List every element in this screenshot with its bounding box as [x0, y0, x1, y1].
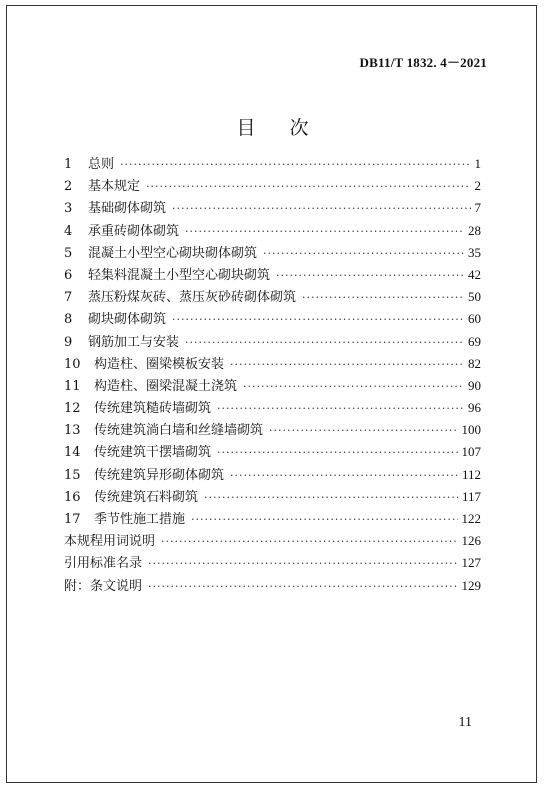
toc-entry-number: 4 [64, 223, 73, 239]
toc-entry-page: 117 [461, 488, 481, 504]
toc-entry[interactable] [64, 375, 481, 397]
toc-entry[interactable] [64, 175, 481, 197]
toc-entry-label: 传统建筑糙砖墙砌筑 [94, 401, 212, 417]
toc-leader-dots [172, 313, 464, 326]
toc-title: 目次 [236, 117, 343, 139]
toc-entry-page: 107 [461, 444, 481, 460]
toc-leader-dots [263, 247, 464, 260]
toc-entry-page: 127 [461, 555, 481, 571]
toc-entry-label: 总则 [88, 157, 115, 172]
toc-entry-number: 17 [64, 512, 81, 527]
toc-entry[interactable] [64, 486, 481, 508]
toc-entry-number: 12 [64, 401, 81, 417]
toc-entry[interactable] [64, 308, 481, 330]
toc-entry-number: 10 [64, 356, 81, 372]
toc-entry-number: 9 [64, 334, 73, 350]
toc-entry-label: 轻集料混凝土小型空心砌块砌筑 [88, 267, 271, 283]
toc-entry-label: 传统建筑石料砌筑 [94, 489, 199, 505]
toc-entry-page: 50 [468, 289, 481, 305]
toc-entry[interactable] [64, 331, 481, 353]
toc-leader-dots [269, 424, 457, 437]
toc-entry-page: 35 [468, 244, 481, 260]
toc-leader-dots [191, 513, 457, 526]
toc-entry-label: 季节性施工措施 [94, 512, 186, 527]
toc-entry-page: 96 [468, 400, 481, 416]
toc-entry-number: 14 [64, 445, 81, 461]
toc-leader-dots [230, 358, 464, 371]
toc-entry-label: 钢筋加工与安装 [88, 334, 180, 350]
toc-entry-label: 承重砖砌体砌筑 [88, 223, 180, 239]
toc-entry-number: 1 [64, 157, 73, 172]
toc-leader-dots [161, 535, 457, 548]
toc-entry-page: 2 [474, 178, 481, 194]
toc-entry-label: 构造柱、圈梁模板安装 [94, 356, 225, 372]
toc-entry[interactable] [64, 530, 481, 552]
toc-entry-page: 69 [468, 333, 481, 349]
toc-entry-label: 构造柱、圈梁混凝土浇筑 [94, 378, 238, 394]
toc-leader-dots [172, 202, 470, 215]
toc-leader-dots [217, 446, 457, 459]
toc-entry-number: 11 [64, 378, 81, 394]
toc-entry-page: 7 [474, 200, 481, 216]
toc-entry-page: 129 [461, 577, 481, 593]
toc-entry-number: 16 [64, 489, 81, 505]
toc-entry-label: 基础砌体砌筑 [88, 201, 167, 217]
toc-leader-dots [148, 580, 457, 593]
toc-leader-dots [185, 225, 464, 238]
toc-entry-number: 6 [64, 267, 73, 283]
toc-entry-label: 传统建筑淌白墙和丝缝墙砌筑 [94, 423, 264, 439]
toc-entry-label: 蒸压粉煤灰砖、蒸压灰砂砖砌体砌筑 [88, 290, 297, 306]
toc-leader-dots [217, 402, 464, 415]
toc-entry[interactable] [64, 286, 481, 308]
toc-entry[interactable] [64, 419, 481, 441]
toc-entry-number: 5 [64, 245, 73, 261]
toc-entry-label: 传统建筑干摆墙砌筑 [94, 445, 212, 461]
toc-entry-page: 82 [468, 355, 481, 371]
toc-entry-label: 传统建筑异形砌体砌筑 [94, 467, 225, 483]
toc-entry-label: 基本规定 [88, 179, 141, 195]
toc-entry-number: 8 [64, 312, 73, 328]
document-code: DB11/T 1832. 4－2021 [359, 55, 487, 70]
toc-entry-page: 60 [468, 311, 481, 327]
toc-entry-page: 28 [468, 222, 481, 238]
toc-entry-page: 126 [461, 533, 481, 549]
toc-leader-dots [243, 380, 464, 393]
toc-entry-page: 100 [461, 422, 481, 438]
toc-entry[interactable] [64, 397, 481, 419]
toc-leader-dots [230, 469, 458, 482]
page-number: 11 [458, 715, 472, 730]
toc-entry-page: 122 [461, 511, 481, 526]
toc-entry-number: 15 [64, 467, 81, 483]
toc-entry[interactable] [64, 153, 481, 175]
toc-leader-dots [204, 491, 458, 504]
toc-entry[interactable] [64, 242, 481, 264]
toc-entry-page: 112 [461, 466, 481, 482]
toc-entry-number: 2 [64, 179, 73, 195]
toc-entry-page: 90 [468, 377, 481, 393]
toc-leader-dots [276, 269, 464, 282]
toc-leader-dots [185, 336, 464, 349]
toc-entry[interactable] [64, 441, 481, 463]
toc-entry[interactable] [64, 353, 481, 375]
toc-leader-dots [302, 291, 464, 304]
toc-entry-label: 砌块砌体砌筑 [88, 312, 167, 328]
toc-entry[interactable] [64, 197, 481, 219]
toc-entry[interactable] [64, 264, 481, 286]
toc-leader-dots [120, 158, 470, 171]
toc-entry-label: 本规程用词说明 [64, 534, 156, 550]
toc-leader-dots [146, 180, 470, 193]
toc-entry-label: 混凝土小型空心砌块砌体砌筑 [88, 245, 258, 261]
toc-entry-page: 1 [474, 156, 481, 171]
toc-entry-label: 附：条文说明 [64, 578, 143, 594]
toc-entry[interactable] [64, 508, 481, 530]
toc-leader-dots [148, 557, 457, 570]
toc-entry-number: 7 [64, 290, 73, 306]
toc-entry-number: 13 [64, 423, 81, 439]
toc-entry[interactable] [64, 552, 481, 574]
toc-entry-number: 3 [64, 201, 73, 217]
toc-entry-label: 引用标准名录 [64, 556, 143, 572]
toc-entry[interactable] [64, 575, 481, 597]
toc-entry-page: 42 [468, 266, 481, 282]
table-of-contents [64, 153, 481, 597]
toc-entry[interactable] [64, 220, 481, 242]
toc-entry[interactable] [64, 464, 481, 486]
